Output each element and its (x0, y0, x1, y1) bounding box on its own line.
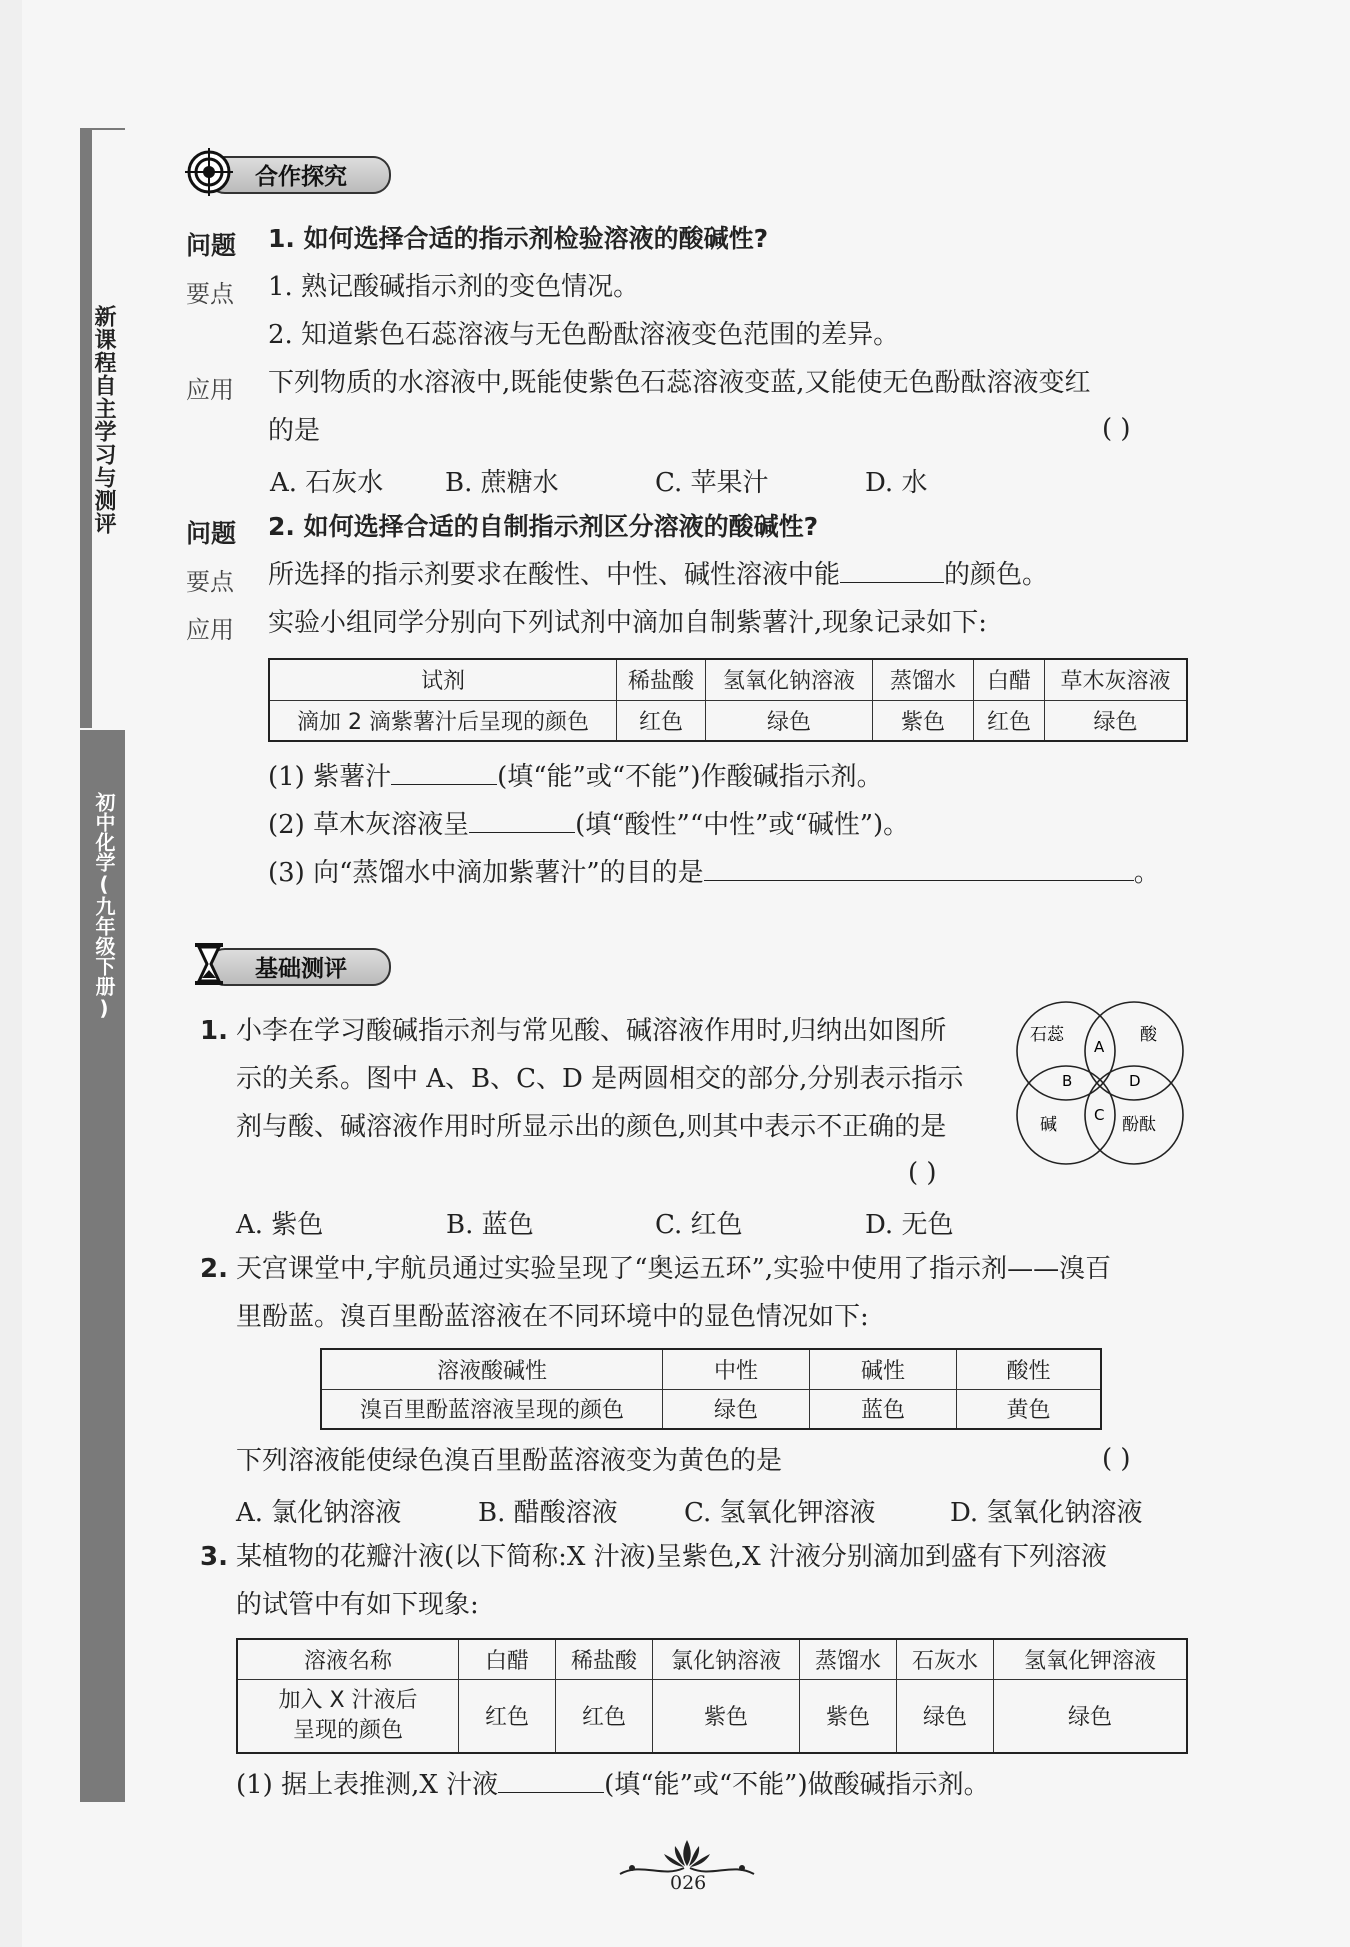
fill-blank[interactable] (469, 810, 575, 833)
row-label-line: 加入 X 汁液后 (278, 1687, 418, 1713)
table-header: 蒸馏水 (873, 659, 974, 700)
application-tag: 应用 (186, 376, 234, 404)
option-d: D. 氢氧化钠溶液 (950, 1498, 1143, 1528)
key-point-text: 的颜色。 (944, 560, 1049, 590)
subject-title: 初中化学(九年级下册) (92, 792, 116, 1020)
book-title: 新课程自主学习与测评 (91, 305, 116, 535)
fill-blank[interactable] (704, 858, 1134, 881)
table-header: 碱性 (810, 1349, 957, 1389)
question-tag: 问题 (186, 519, 237, 548)
application-text: 实验小组同学分别向下列试剂中滴加自制紫薯汁,现象记录如下: (268, 608, 988, 638)
application-tag: 应用 (186, 616, 234, 644)
sub-question (236, 1768, 990, 1802)
section-header-basic-test (185, 944, 415, 986)
problem-text: 示的关系。图中 A、B、C、D 是两圆相交的部分,分别表示指示 (236, 1064, 964, 1094)
table-cell: 绿色 (897, 1679, 994, 1753)
table-cell: 红色 (459, 1679, 556, 1753)
table-header: 溶液名称 (237, 1639, 459, 1679)
fill-blank[interactable] (840, 560, 944, 583)
problem-question: 下列溶液能使绿色溴百里酚蓝溶液变为黄色的是 (236, 1446, 783, 1476)
option-b: B. 醋酸溶液 (478, 1498, 618, 1528)
table-cell: 紫色 (873, 700, 974, 741)
table-cell: 滴加 2 滴紫薯汁后呈现的颜色 (269, 700, 617, 741)
option-c: C. 氢氧化钾溶液 (684, 1498, 876, 1528)
table-header: 氢氧化钾溶液 (994, 1639, 1188, 1679)
sub-question-text: (填“能”或“不能”)做酸碱指示剂。 (604, 1770, 990, 1800)
question-tag: 问题 (186, 231, 237, 260)
hourglass-icon (185, 940, 233, 988)
answer-paren: ( ) (1102, 414, 1131, 444)
venn-label: 碱 (1040, 1115, 1057, 1135)
page-number: 026 (670, 1872, 707, 1894)
table-cell: 红色 (556, 1679, 653, 1753)
table-header: 酸性 (957, 1349, 1102, 1389)
table-cell: 绿色 (663, 1389, 810, 1429)
option-b: B. 蓝色 (446, 1210, 534, 1240)
problem-text: 的试管中有如下现象: (236, 1590, 479, 1620)
problem-text: 小李在学习酸碱指示剂与常见酸、碱溶液作用时,归纳出如图所 (236, 1016, 947, 1046)
venn-label: 石蕊 (1030, 1025, 1064, 1045)
table-header: 溶液酸碱性 (321, 1349, 663, 1389)
table-header: 石灰水 (897, 1639, 994, 1679)
problem-number: 3. (200, 1542, 228, 1572)
application-text: 下列物质的水溶液中,既能使紫色石蕊溶液变蓝,又能使无色酚酞溶液变红 (268, 368, 1091, 398)
table-cell: 紫色 (653, 1679, 800, 1753)
sub-question (268, 856, 1160, 890)
key-point: 2. 知道紫色石蕊溶液与无色酚酞溶液变色范围的差异。 (268, 320, 900, 350)
sub-question-text: (2) 草木灰溶液呈 (268, 810, 470, 840)
venn-label: 酸 (1140, 1025, 1157, 1045)
sub-question-text: (1) 紫薯汁 (268, 762, 392, 792)
venn-label: D (1129, 1072, 1141, 1090)
table-cell: 红色 (974, 700, 1045, 741)
problem-text: 某植物的花瓣汁液(以下简称:X 汁液)呈紫色,X 汁液分别滴加到盛有下列溶液 (236, 1542, 1107, 1572)
application-text: 的是 (268, 416, 321, 446)
option-a: A. 紫色 (236, 1210, 324, 1240)
option-d: D. 无色 (865, 1210, 954, 1240)
sub-question-text: (3) 向“蒸馏水中滴加紫薯汁”的目的是 (268, 858, 704, 888)
venn-label: 酚酞 (1122, 1115, 1156, 1135)
table-cell: 绿色 (706, 700, 873, 741)
problem-text: 天宫课堂中,宇航员通过实验呈现了“奥运五环”,实验中使用了指示剂——溴百 (236, 1254, 1112, 1284)
venn-label: C (1094, 1106, 1105, 1124)
table-header: 中性 (663, 1349, 810, 1389)
table-header: 蒸馏水 (800, 1639, 897, 1679)
table-header: 氯化钠溶液 (653, 1639, 800, 1679)
key-tag: 要点 (186, 568, 234, 596)
table-cell: 紫色 (800, 1679, 897, 1753)
sub-question-text: 。 (1133, 858, 1160, 888)
key-point-text: 所选择的指示剂要求在酸性、中性、碱性溶液中能 (268, 560, 841, 590)
option-a: A. 氯化钠溶液 (236, 1498, 402, 1528)
target-icon (185, 148, 233, 196)
key-point: 1. 熟记酸碱指示剂的变色情况。 (268, 272, 640, 302)
option-b: B. 蔗糖水 (445, 468, 559, 498)
bromothymol-table (320, 1348, 1102, 1430)
key-tag: 要点 (186, 280, 234, 308)
venn-label: A (1094, 1038, 1105, 1056)
table-cell: 红色 (617, 700, 706, 741)
table-header: 氢氧化钠溶液 (706, 659, 873, 700)
problem-number: 2. (200, 1254, 228, 1284)
table-header: 稀盐酸 (556, 1639, 653, 1679)
question-title: 1. 如何选择合适的指示剂检验溶液的酸碱性? (268, 224, 769, 253)
sub-question-text: (填“能”或“不能”)作酸碱指示剂。 (497, 762, 883, 792)
flower-juice-table (236, 1638, 1188, 1754)
answer-paren: ( ) (908, 1158, 937, 1188)
venn-label: B (1062, 1072, 1073, 1090)
purple-potato-table (268, 658, 1188, 742)
sub-question (268, 808, 909, 842)
sub-question-text: (1) 据上表推测,X 汁液 (236, 1770, 499, 1800)
table-header: 草木灰溶液 (1045, 659, 1188, 700)
table-header: 试剂 (269, 659, 617, 700)
option-c: C. 苹果汁 (655, 468, 769, 498)
table-cell: 绿色 (994, 1679, 1188, 1753)
problem-text: 剂与酸、碱溶液作用时所显示出的颜色,则其中表示不正确的是 (236, 1112, 947, 1142)
section-title: 合作探究 (255, 164, 347, 190)
sub-question-text: (填“酸性”“中性”或“碱性”)。 (575, 810, 910, 840)
table-header: 白醋 (459, 1639, 556, 1679)
option-a: A. 石灰水 (270, 468, 384, 498)
table-row-label (237, 1679, 459, 1753)
answer-paren: ( ) (1102, 1444, 1131, 1474)
option-c: C. 红色 (655, 1210, 743, 1240)
section-header-cooperative (185, 152, 415, 194)
section-title: 基础测评 (255, 956, 347, 982)
key-point (268, 558, 1048, 592)
table-cell: 绿色 (1045, 700, 1188, 741)
fill-blank[interactable] (498, 1770, 604, 1793)
table-header: 白醋 (974, 659, 1045, 700)
table-cell: 黄色 (957, 1389, 1102, 1429)
problem-text: 里酚蓝。溴百里酚蓝溶液在不同环境中的显色情况如下: (236, 1302, 869, 1332)
fill-blank[interactable] (391, 762, 497, 785)
question-title: 2. 如何选择合适的自制指示剂区分溶液的酸碱性? (268, 512, 819, 541)
venn-diagram (1010, 995, 1190, 1171)
table-header: 稀盐酸 (617, 659, 706, 700)
sub-question (268, 760, 883, 794)
problem-number: 1. (200, 1016, 228, 1046)
row-label-line: 呈现的颜色 (292, 1717, 403, 1743)
option-d: D. 水 (865, 468, 928, 498)
table-cell: 蓝色 (810, 1389, 957, 1429)
table-cell: 溴百里酚蓝溶液呈现的颜色 (321, 1389, 663, 1429)
